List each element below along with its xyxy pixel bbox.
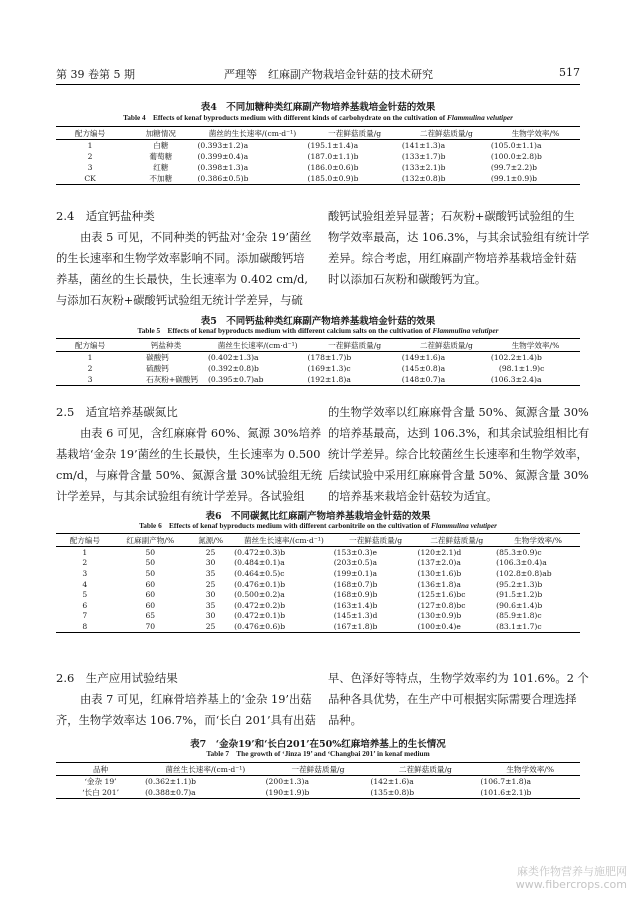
table-cell: (106.7±1.8)a [480, 777, 532, 786]
table-row [56, 140, 580, 152]
table-header-cell: 二茬鲜菇质量/g [402, 339, 491, 352]
table6-title-cn: 表6 不同碳氮比红麻副产物培养基栽培金针菇的效果 [205, 511, 431, 522]
table-header-cell: 菌丝生长速率/(cm·d⁻¹) [208, 339, 308, 352]
table-cell: (145±0.8)a [401, 364, 446, 373]
paragraph-line: cm/d，与麻骨含量 50%、氮源含量 30%试验组无统 [56, 469, 323, 482]
table6 [56, 533, 580, 633]
table-cell: (137±2.0)a [417, 558, 461, 568]
section-2-6-right-column [328, 668, 589, 731]
paragraph-line: 由表 6 可见，含红麻麻骨 60%、氮源 30%培养 [80, 427, 322, 440]
table-cell: (0.402±1.3)a [207, 353, 259, 362]
table-cell: (98.1±1.9)c [498, 364, 545, 373]
table-cell: (195.1±1.4)a [307, 141, 359, 150]
table-cell: (178±1.7)b [307, 353, 352, 362]
table-cell: (192±1.8)a [307, 374, 401, 386]
table-cell: (0.362±1.1)b [145, 777, 197, 786]
table-row [56, 621, 580, 632]
table-header-cell: 菌丝生长速率/(cm·d⁻¹) [145, 763, 266, 776]
table-cell: (0.476±0.6)b [234, 621, 334, 632]
table-cell: 1 [87, 353, 93, 362]
section-2-6-left-column [56, 689, 316, 731]
table-cell: (90.6±1.4)b [496, 600, 543, 610]
table-row [56, 558, 580, 569]
table-row [56, 579, 580, 590]
paragraph-line: 酸钙试验组差异显著；石灰粉+碳酸钙试验组的生 [328, 210, 575, 223]
table-header-cell: 钙盐种类 [124, 339, 208, 352]
table-row [56, 568, 580, 579]
table-header-cell: 一茬鲜菇质量/g [266, 763, 371, 776]
header-rule [56, 84, 580, 85]
table-cell: (186.0±0.6)b [307, 163, 359, 172]
table-cell: (0.395±0.7)ab [208, 374, 308, 386]
table-cell: ‘金杂 19’ [84, 777, 117, 786]
table-cell: (102.2±1.4)b [490, 353, 542, 362]
table-cell: (125±1.6)bc [417, 590, 466, 600]
table-row [56, 776, 580, 788]
watermark-url: www.fibercrops.com [515, 878, 627, 891]
table-header-cell: 一茬鲜菇质量/g [334, 534, 418, 547]
table-cell: (187.0±1.1)b [307, 152, 359, 161]
running-title: 严理等 红麻副产物栽培金针菇的技术研究 [224, 68, 433, 81]
table-cell: (0.399±0.4)a [197, 152, 249, 161]
table-cell: 7 [82, 611, 88, 621]
table-cell: 2 [82, 558, 88, 568]
table-cell: 4 [82, 579, 88, 589]
section-2-4-right-column [328, 206, 589, 290]
paragraph-line: 养基，菌丝的生长最快，生长速率为 0.402 cm/d, [56, 273, 308, 286]
table-cell: 60 [145, 579, 156, 589]
table-cell: (0.484±0.1)a [234, 558, 285, 568]
table-cell: (203±0.5)a [333, 558, 378, 568]
paragraph-line: 的生长速率和生物学效率影响不同。添加碳酸钙培 [56, 252, 305, 265]
table-cell: (91.5±1.2)b [496, 590, 543, 600]
table4-title-cn: 表4 不同加糖种类红麻副产物培养基栽培金针菇的效果 [200, 102, 436, 113]
paragraph-line: 基栽培‘金杂 19’菌丝的生长最快，生长速率为 0.500 [56, 448, 321, 461]
table-row [56, 547, 580, 558]
table-cell: ‘长白 201’ [56, 787, 145, 799]
table-header-cell: 氮源/% [187, 534, 234, 547]
table-cell: (153±0.3)e [333, 547, 378, 557]
table-cell: 50 [145, 547, 156, 557]
table-cell: 2 [87, 152, 93, 161]
section-2-5-left-column [56, 423, 323, 507]
table6-title-en: Table 6 Effects of kenaf byproducts medium with different carbonitrile on the cultivation of Flammulina velutiper [139, 521, 497, 530]
table-header-cell: 生物学效率/% [496, 534, 580, 547]
paragraph-line: 品种。 [328, 714, 362, 727]
table-cell: (105.0±1.1)a [490, 141, 542, 150]
table-cell: (135±0.8)b [370, 787, 480, 799]
table-cell: (0.464±0.5)c [234, 568, 285, 578]
journal-volume: 第 39 卷第 5 期 [56, 68, 135, 81]
table-cell: 6 [82, 600, 88, 610]
table-cell: 8 [56, 621, 114, 632]
paragraph-line: 的培养基来栽培金针菇较为适宜。 [328, 490, 498, 503]
table-cell: 30 [205, 558, 216, 568]
table-cell: (148±0.7)a [402, 374, 491, 386]
table-row [56, 611, 580, 622]
table-header-row [56, 763, 580, 776]
paragraph-line: 齐，生物学效率达 106.7%，而‘长白 201’具有出菇 [56, 714, 316, 727]
table-cell: (120±2.1)d [417, 547, 462, 557]
table-cell: (100±0.4)e [418, 621, 497, 632]
section-2-5-right-column [328, 402, 589, 507]
table-row [56, 162, 580, 173]
table-cell: (190±1.9)b [266, 787, 371, 799]
table-header-cell: 生物学效率/% [491, 127, 580, 140]
table-header-row [56, 534, 580, 547]
table-cell: (145±1.3)d [333, 611, 378, 621]
table-header-cell: 生物学效率/% [491, 339, 580, 352]
table-cell: 硫酸钙 [146, 364, 169, 373]
table-row [56, 151, 580, 162]
table-header-cell: 品种 [56, 763, 145, 776]
table-header-cell: 二茬鲜菇质量/g [418, 534, 497, 547]
table-cell: (85.9±1.8)c [496, 611, 542, 621]
page-number: 517 [559, 66, 580, 79]
table-cell: (136±1.8)a [417, 579, 461, 589]
table-cell: 25 [205, 579, 216, 589]
paragraph-line: 统计学差异。综合比较菌丝生长速率和生物学效率， [328, 448, 588, 461]
table-header-row [56, 127, 580, 140]
paragraph-line: 品种各具优势，在生产中可根据实际需要合理选择 [328, 693, 577, 706]
table-cell: 50 [145, 568, 156, 578]
table-cell: (132±0.8)b [402, 173, 491, 185]
paragraph-line: 物学效率最高，达 106.3%，与其余试验组有统计学 [328, 231, 590, 244]
table-cell: (0.476±0.1)b [234, 579, 286, 589]
table-cell: 不加糖 [124, 173, 197, 185]
section-2-4-left-column [56, 227, 312, 311]
table-header-cell: 一茬鲜菇质量/g [308, 127, 402, 140]
table-cell: 30 [205, 590, 216, 600]
table-header-cell: 一茬鲜菇质量/g [307, 339, 401, 352]
table-cell: (99.7±2.2)b [490, 163, 538, 172]
table-cell: (0.392±0.8)b [207, 364, 259, 373]
table-cell: (0.388±0.7)a [145, 787, 266, 799]
table-cell: (168±0.9)b [333, 590, 378, 600]
table-cell: (101.6±2.1)b [480, 787, 580, 799]
table-cell: (99.1±0.9)b [491, 173, 580, 185]
table-cell: 25 [187, 621, 234, 632]
section-heading-2-4: 2.4 适宜钙盐种类 [56, 209, 155, 223]
table-header-cell: 加糖情况 [124, 127, 197, 140]
paragraph-line: 的培养基最高，达到 106.3%，和其余试验组相比有 [328, 427, 590, 440]
table7-title-en: Table 7 The growth of ‘Jinza 19’ and ‘Changbai 201’ in kenaf medium [206, 749, 430, 758]
table-cell: (142±1.6)a [370, 777, 414, 786]
table-cell: (199±0.1)a [333, 568, 378, 578]
table-header-cell: 配方编号 [56, 339, 124, 352]
table4 [56, 126, 580, 185]
table-cell: 65 [145, 611, 156, 621]
table-row [56, 787, 580, 799]
table-row [56, 363, 580, 374]
table4-title-en: Table 4 Effects of kenaf byproducts medium with different kinds of carbohydrate on the cultivation of Flammulina velutiper [123, 113, 513, 122]
table-cell: 1 [87, 141, 93, 150]
section-heading-2-5: 2.5 适宜培养基碳氮比 [56, 405, 178, 419]
table-cell: 35 [205, 568, 216, 578]
table-cell: (83.1±1.7)c [496, 621, 580, 632]
table-header-cell: 二茬鲜菇质量/g [370, 763, 480, 776]
table-cell: (0.393±1.2)a [197, 141, 249, 150]
table-cell: (85.3±0.9)c [496, 547, 542, 557]
table-cell: 35 [205, 600, 216, 610]
table-cell: 红糖 [153, 163, 169, 172]
paragraph-line: 由表 7 可见，红麻骨培养基上的‘金杂 19’出菇 [80, 693, 312, 706]
table-cell: (168±0.7)b [333, 579, 378, 589]
table-cell: (0.386±0.5)b [197, 173, 307, 185]
table-cell: 葡萄糖 [149, 152, 173, 161]
table-cell: 白糖 [153, 141, 169, 150]
table-header-cell: 红麻副产物/% [114, 534, 187, 547]
table-cell: 60 [145, 590, 156, 600]
table-header-cell: 配方编号 [56, 534, 114, 547]
table-cell: CK [56, 173, 124, 185]
table7 [56, 762, 580, 799]
table-cell: 碳酸钙 [146, 353, 169, 362]
table-row [56, 352, 580, 364]
table-cell: (106.3±2.4)a [491, 374, 580, 386]
table-header-cell: 配方编号 [56, 127, 124, 140]
table-cell: (167±1.8)b [334, 621, 418, 632]
table-cell: 石灰粉+碳酸钙 [124, 374, 208, 386]
table-cell: (106.3±0.4)a [496, 558, 547, 568]
table-cell: 60 [145, 600, 156, 610]
table-header-row [56, 339, 580, 352]
table-cell: (185.0±0.9)b [308, 173, 402, 185]
table-cell: (130±0.9)b [417, 611, 462, 621]
paragraph-line: 的生物学效率以红麻麻骨含量 50%、氮源含量 30% [328, 406, 589, 419]
table-cell: 30 [205, 611, 216, 621]
paragraph-line: 差异。综合考虑，用红麻副产物培养基栽培金针菇 [328, 252, 577, 265]
table-cell: (0.472±0.2)b [234, 600, 286, 610]
table-cell: 50 [145, 558, 156, 568]
table-cell: 1 [82, 547, 88, 557]
paragraph-line: 早、色泽好等特点，生物学效率约为 101.6%。2 个 [328, 672, 589, 685]
table5 [56, 338, 580, 386]
table-cell: (169±1.3)c [307, 364, 351, 373]
table-cell: 3 [82, 568, 88, 578]
table-cell: (0.500±0.2)a [234, 590, 285, 600]
table-cell: (133±1.7)b [401, 152, 446, 161]
table-cell: 25 [205, 547, 216, 557]
table5-title-cn: 表5 不同钙盐种类红麻副产物培养基栽培金针菇的效果 [200, 316, 436, 327]
paragraph-line: 时以添加石灰粉和碳酸钙为宜。 [328, 273, 487, 286]
table-cell: 70 [114, 621, 187, 632]
table-cell: 2 [87, 364, 93, 373]
table-row [56, 600, 580, 611]
table-cell: (149±1.6)a [401, 353, 446, 362]
table-row [56, 173, 580, 185]
table7-title-cn: 表7 ‘金杂19’和‘长白201’在50%红麻培养基上的生长情况 [190, 739, 446, 750]
table-header-cell: 菌丝生长速率/(cm·d⁻¹) [234, 534, 334, 547]
paragraph-line: 与添加石灰粉+碳酸钙试验组无统计学差异，与硫 [56, 294, 303, 307]
table-cell: (133±2.1)b [401, 163, 446, 172]
table-cell: 5 [82, 590, 88, 600]
paragraph-line: 计学差异，与其余试验组有统计学差异。各试验组 [56, 490, 305, 503]
table-cell: (200±1.3)a [265, 777, 309, 786]
table-row [56, 589, 580, 600]
table-cell: (0.398±1.3)a [197, 163, 249, 172]
table-cell: 3 [87, 163, 93, 172]
table-cell: (141±1.3)a [401, 141, 446, 150]
table-cell: (100.0±2.8)b [490, 152, 542, 161]
table-header-cell: 二茬鲜菇质量/g [402, 127, 491, 140]
table-row [56, 374, 580, 386]
watermark [516, 865, 627, 891]
paragraph-line: 后续试验中采用红麻麻骨含量 50%、氮源含量 30% [328, 469, 589, 482]
table-cell: 3 [56, 374, 124, 386]
table-cell: (127±0.8)bc [417, 600, 466, 610]
paragraph-line: 由表 5 可见，不同种类的钙盐对‘金杂 19’菌丝 [80, 231, 312, 244]
table-cell: (130±1.6)b [417, 568, 462, 578]
table-cell: (0.472±0.1)b [234, 611, 286, 621]
table-cell: (102.8±0.8)ab [496, 568, 552, 578]
table-header-cell: 菌丝的生长速率/(cm·d⁻¹) [197, 127, 307, 140]
table5-title-en: Table 5 Effects of kenaf byproducts medium with different calcium salts on the cultivation of Flammulina velutiper [137, 326, 499, 335]
table-cell: (163±1.4)b [333, 600, 378, 610]
section-heading-2-6: 2.6 生产应用试验结果 [56, 671, 178, 685]
table-header-cell: 生物学效率/% [480, 763, 580, 776]
watermark-name: 麻类作物营养与施肥网 [517, 865, 627, 878]
table-cell: (0.472±0.3)b [234, 547, 286, 557]
table-cell: (95.2±1.3)b [496, 579, 543, 589]
